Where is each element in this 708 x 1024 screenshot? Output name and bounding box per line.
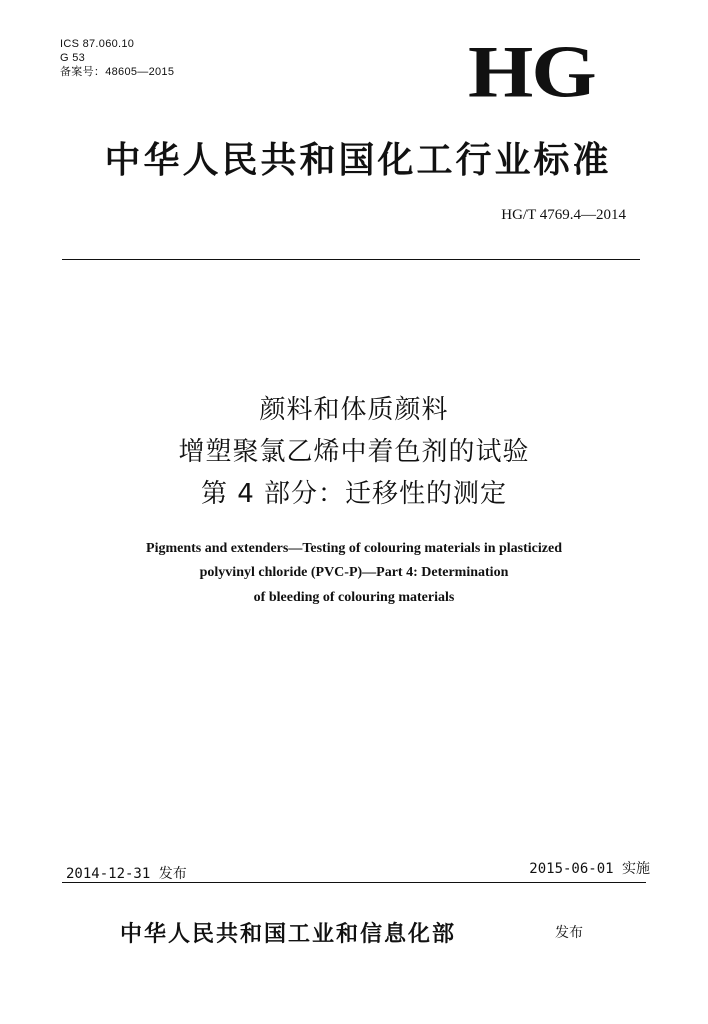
filing-number: 备案号：48605—2015 (60, 66, 175, 78)
issue-date: 2014-12-31 发布 (66, 866, 187, 882)
issuing-authority: 中华人民共和国工业和信息化部 (120, 921, 457, 947)
english-title-line-3: of bleeding of colouring materials (253, 590, 455, 605)
english-title-line-1: Pigments and extenders—Testing of colouring materials in plasticized (146, 541, 562, 556)
top-divider (62, 259, 640, 260)
chinese-title-line-2: 增塑聚氯乙烯中着色剂的试验 (178, 437, 530, 467)
ics-code: ICS 87.060.10 (60, 38, 135, 50)
issued-label: 发布 (555, 925, 583, 941)
english-title-line-2: polyvinyl chloride (PVC-P)—Part 4: Determination (199, 565, 509, 580)
chinese-title-line-3: 第 4 部分：迁移性的测定 (200, 479, 508, 509)
implementation-date: 2015-06-01 实施 (529, 861, 650, 877)
standard-category-title: 中华人民共和国化工行业标准 (104, 139, 612, 181)
bottom-divider (62, 882, 646, 883)
ccs-code: G 53 (60, 52, 86, 64)
hg-logo: HG (468, 31, 595, 114)
standard-number: HG/T 4769.4—2014 (501, 207, 626, 223)
chinese-title-line-1: 颜料和体质颜料 (259, 395, 449, 425)
